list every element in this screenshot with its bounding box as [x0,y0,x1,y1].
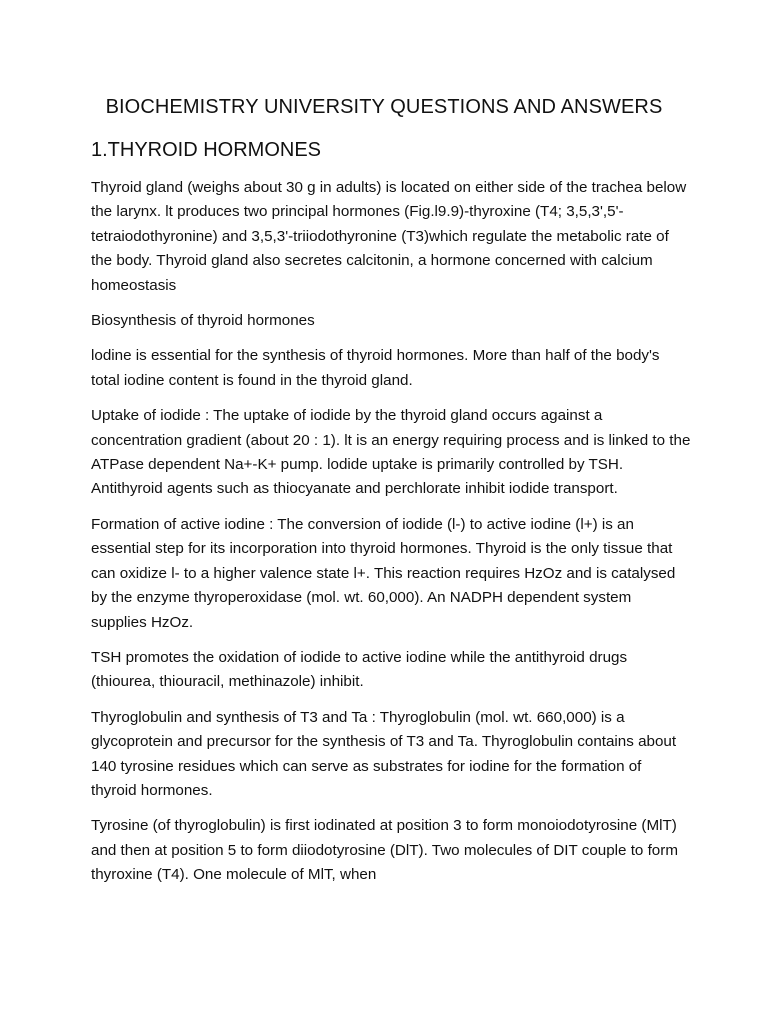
document-title: BIOCHEMISTRY UNIVERSITY QUESTIONS AND ANSWERS [105,96,663,118]
paragraph-tsh-oxidation: TSH promotes the oxidation of iodide to active iodine while the antithyroid drugs (thiourea, thiouracil, methinazole) inhibit. [91,648,628,691]
paragraph-uptake-of-iodide: Uptake of iodide : The uptake of iodide by the thyroid gland occurs against a concentration gradient (about 20 : 1). lt is an energy requiring process and is linked to the ATPase dependent Na+-K+ pump. lodide uptake is primarily controlled by TSH. Antithyroid agents such as thiocyanate and perchlorate inhibit iodide transport. [91,407,691,498]
paragraph-thyroglobulin: Thyroglobulin and synthesis of T3 and Ta : Thyroglobulin (mol. wt. 660,000) is a glycoprotein and precursor for the synthesis of T3 and Ta. Thyroglobulin contains about 140 tyrosine residues which can serve as substrates for iodine for the formation of thyroid hormones. [91,708,677,799]
document-body [91,176,691,899]
paragraph-thyroid-gland: Thyroid gland (weighs about 30 g in adults) is located on either side of the trachea below the larynx. lt produces two principal hormones (Fig.l9.9)-thyroxine (T4; 3,5,3',5'-tetraiodothyronine) and 3,5,3'-triiodothyronine (T3)which regulate the metabolic rate of the body. Thyroid gland also secretes calcitonin, a hormone concerned with calcium homeostasis [91,179,687,294]
section-heading: 1.THYROID HORMONES [91,139,322,161]
paragraph-iodine: lodine is essential for the synthesis of thyroid hormones. More than half of the body's total iodine content is found in the thyroid gland. [91,347,660,389]
paragraph-active-iodine: Formation of active iodine : The conversion of iodide (l-) to active iodine (l+) is an essential step for its incorporation into thyroid hormones. Thyroid is the only tissue that can oxidize l- to a higher valence state l+. This reaction requires HzOz and is catalysed by the enzyme thyroperoxidase (mol. wt. 60,000). An NADPH dependent system supplies HzOz. [91,515,676,631]
paragraph-biosynthesis-heading: Biosynthesis of thyroid hormones [91,312,315,330]
paragraph-tyrosine-iodination: Tyrosine (of thyroglobulin) is first iodinated at position 3 to form monoiodotyrosine (MlT) and then at position 5 to form diiodotyrosine (DlT). Two molecules of DIT couple to form thyroxine (T4). One molecule of MlT, when [91,817,678,884]
